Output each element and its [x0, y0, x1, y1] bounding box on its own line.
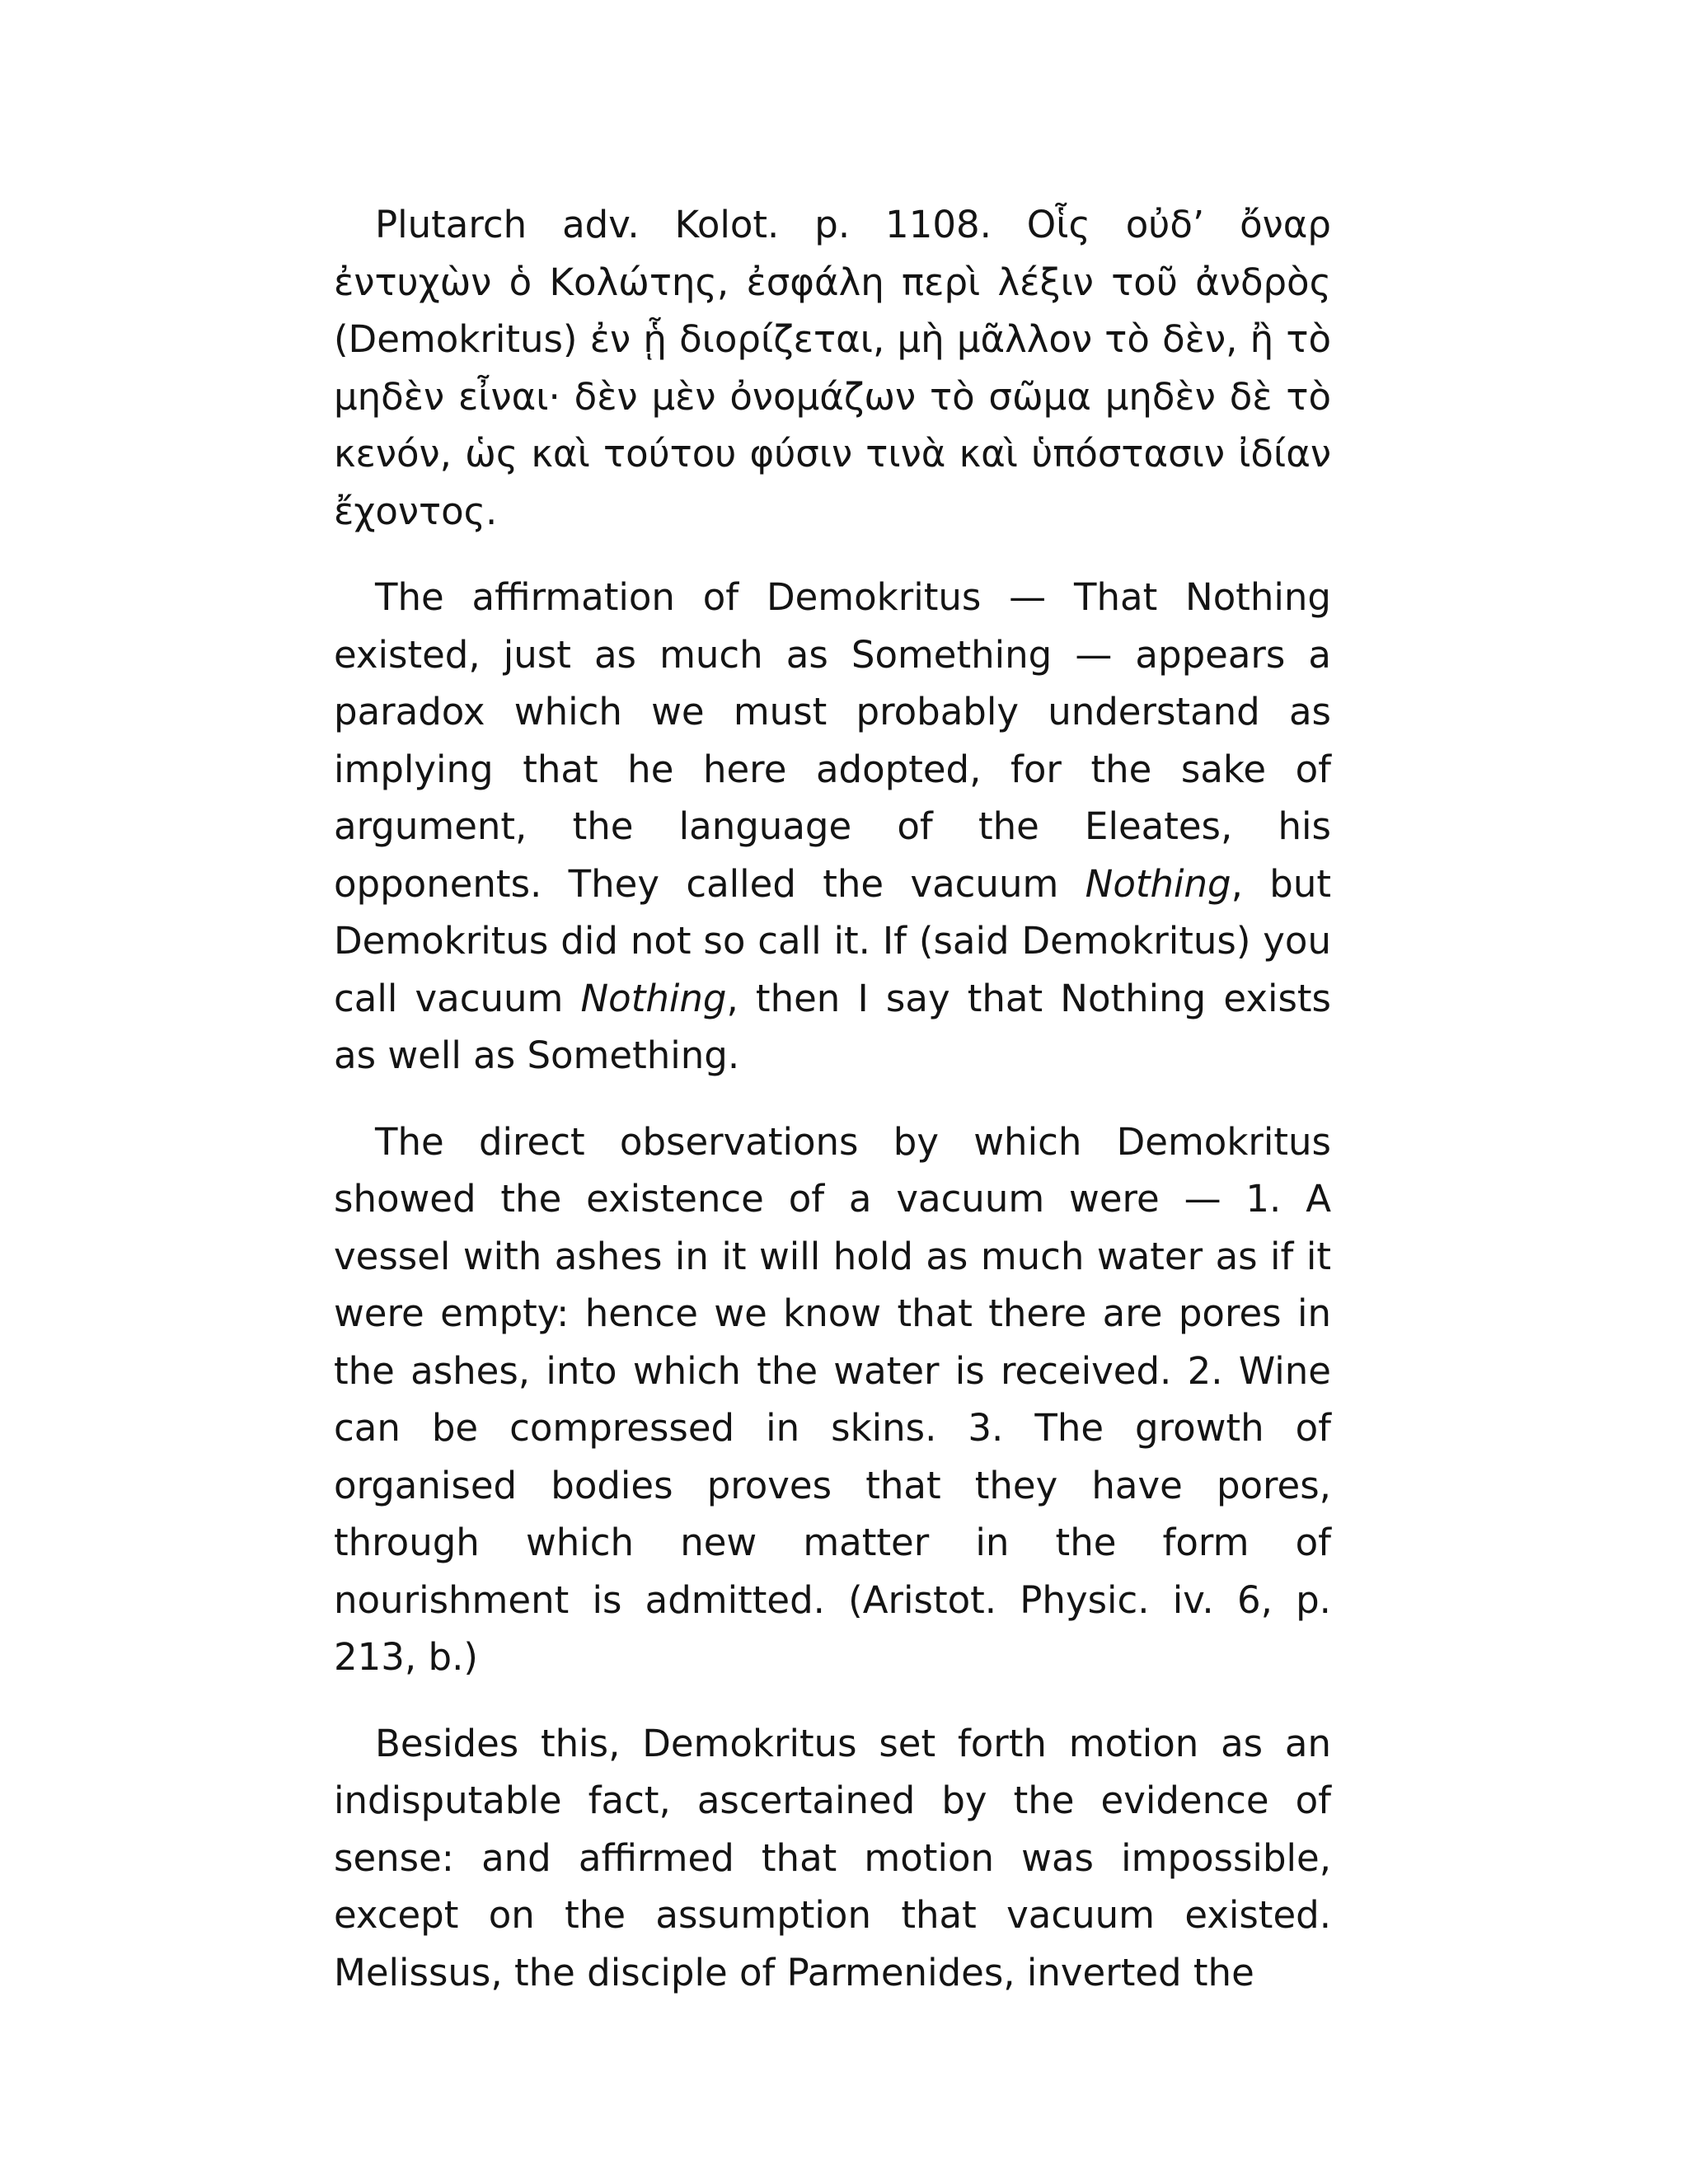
paragraph-observations [334, 1113, 1331, 1686]
text-segment: Besides this, Demokritus set forth motion as an indisputable fact, ascertained by the evidence of sense: and affirmed that motion was impossible, except on the assumption that vacuum existed. Melissus, the disciple of Parmenides, inverted the [334, 1721, 1331, 1994]
text-segment: , then I say that Nothing exists as well as Something. [334, 976, 1331, 1077]
text-segment: Plutarch adv. Kolot. p. 1108. Οἷς οὐδ’ ὄναρ ἐντυχὼν ὁ Κολώτης, ἐσφάλη περὶ λέξιν τοῦ ἀνδρὸς (Demokritus) ἐν ᾗ διορίζεται, μὴ μᾶλλον τὸ δὲν, ἢ τὸ μηδὲν εἶναι· δὲν μὲν ὀνομάζων τὸ σῶμα μηδὲν δὲ τὸ κενόν, ὡς καὶ τούτου φύσιν τινὰ καὶ ὑπόστασιν ἰδίαν ἔχοντος. [334, 203, 1331, 533]
paragraph-motion [334, 1715, 1331, 2002]
document-page [334, 196, 1331, 2030]
paragraph-affirmation [334, 569, 1331, 1085]
text-segment: , but Demokritus did not so call it. If (said Demokritus) you call vacuum [334, 861, 1331, 1020]
italic-term: Nothing [1085, 861, 1231, 906]
paragraph-greek-quote [334, 196, 1331, 540]
italic-term: Nothing [580, 976, 727, 1020]
text-segment: The direct observations by which Demokritus showed the existence of a vacuum were — 1. A vessel with ashes in it will hold as much water as if it were empty: hence we know that there are pores in the ashes, into which the water is received. 2. Wine can be compressed in skins. 3. The growth of organised bodies proves that they have pores, through which new matter in the form of nourishment is admitted. (Aristot. Physic. iv. 6, p. 213, b.) [334, 1119, 1331, 1679]
text-segment: The affirmation of Demokritus — That Nothing existed, just as much as Something — appears a paradox which we must probably understand as implying that he here adopted, for the sake of argument, the language of the Eleates, his opponents. They called the vacuum [334, 575, 1331, 906]
